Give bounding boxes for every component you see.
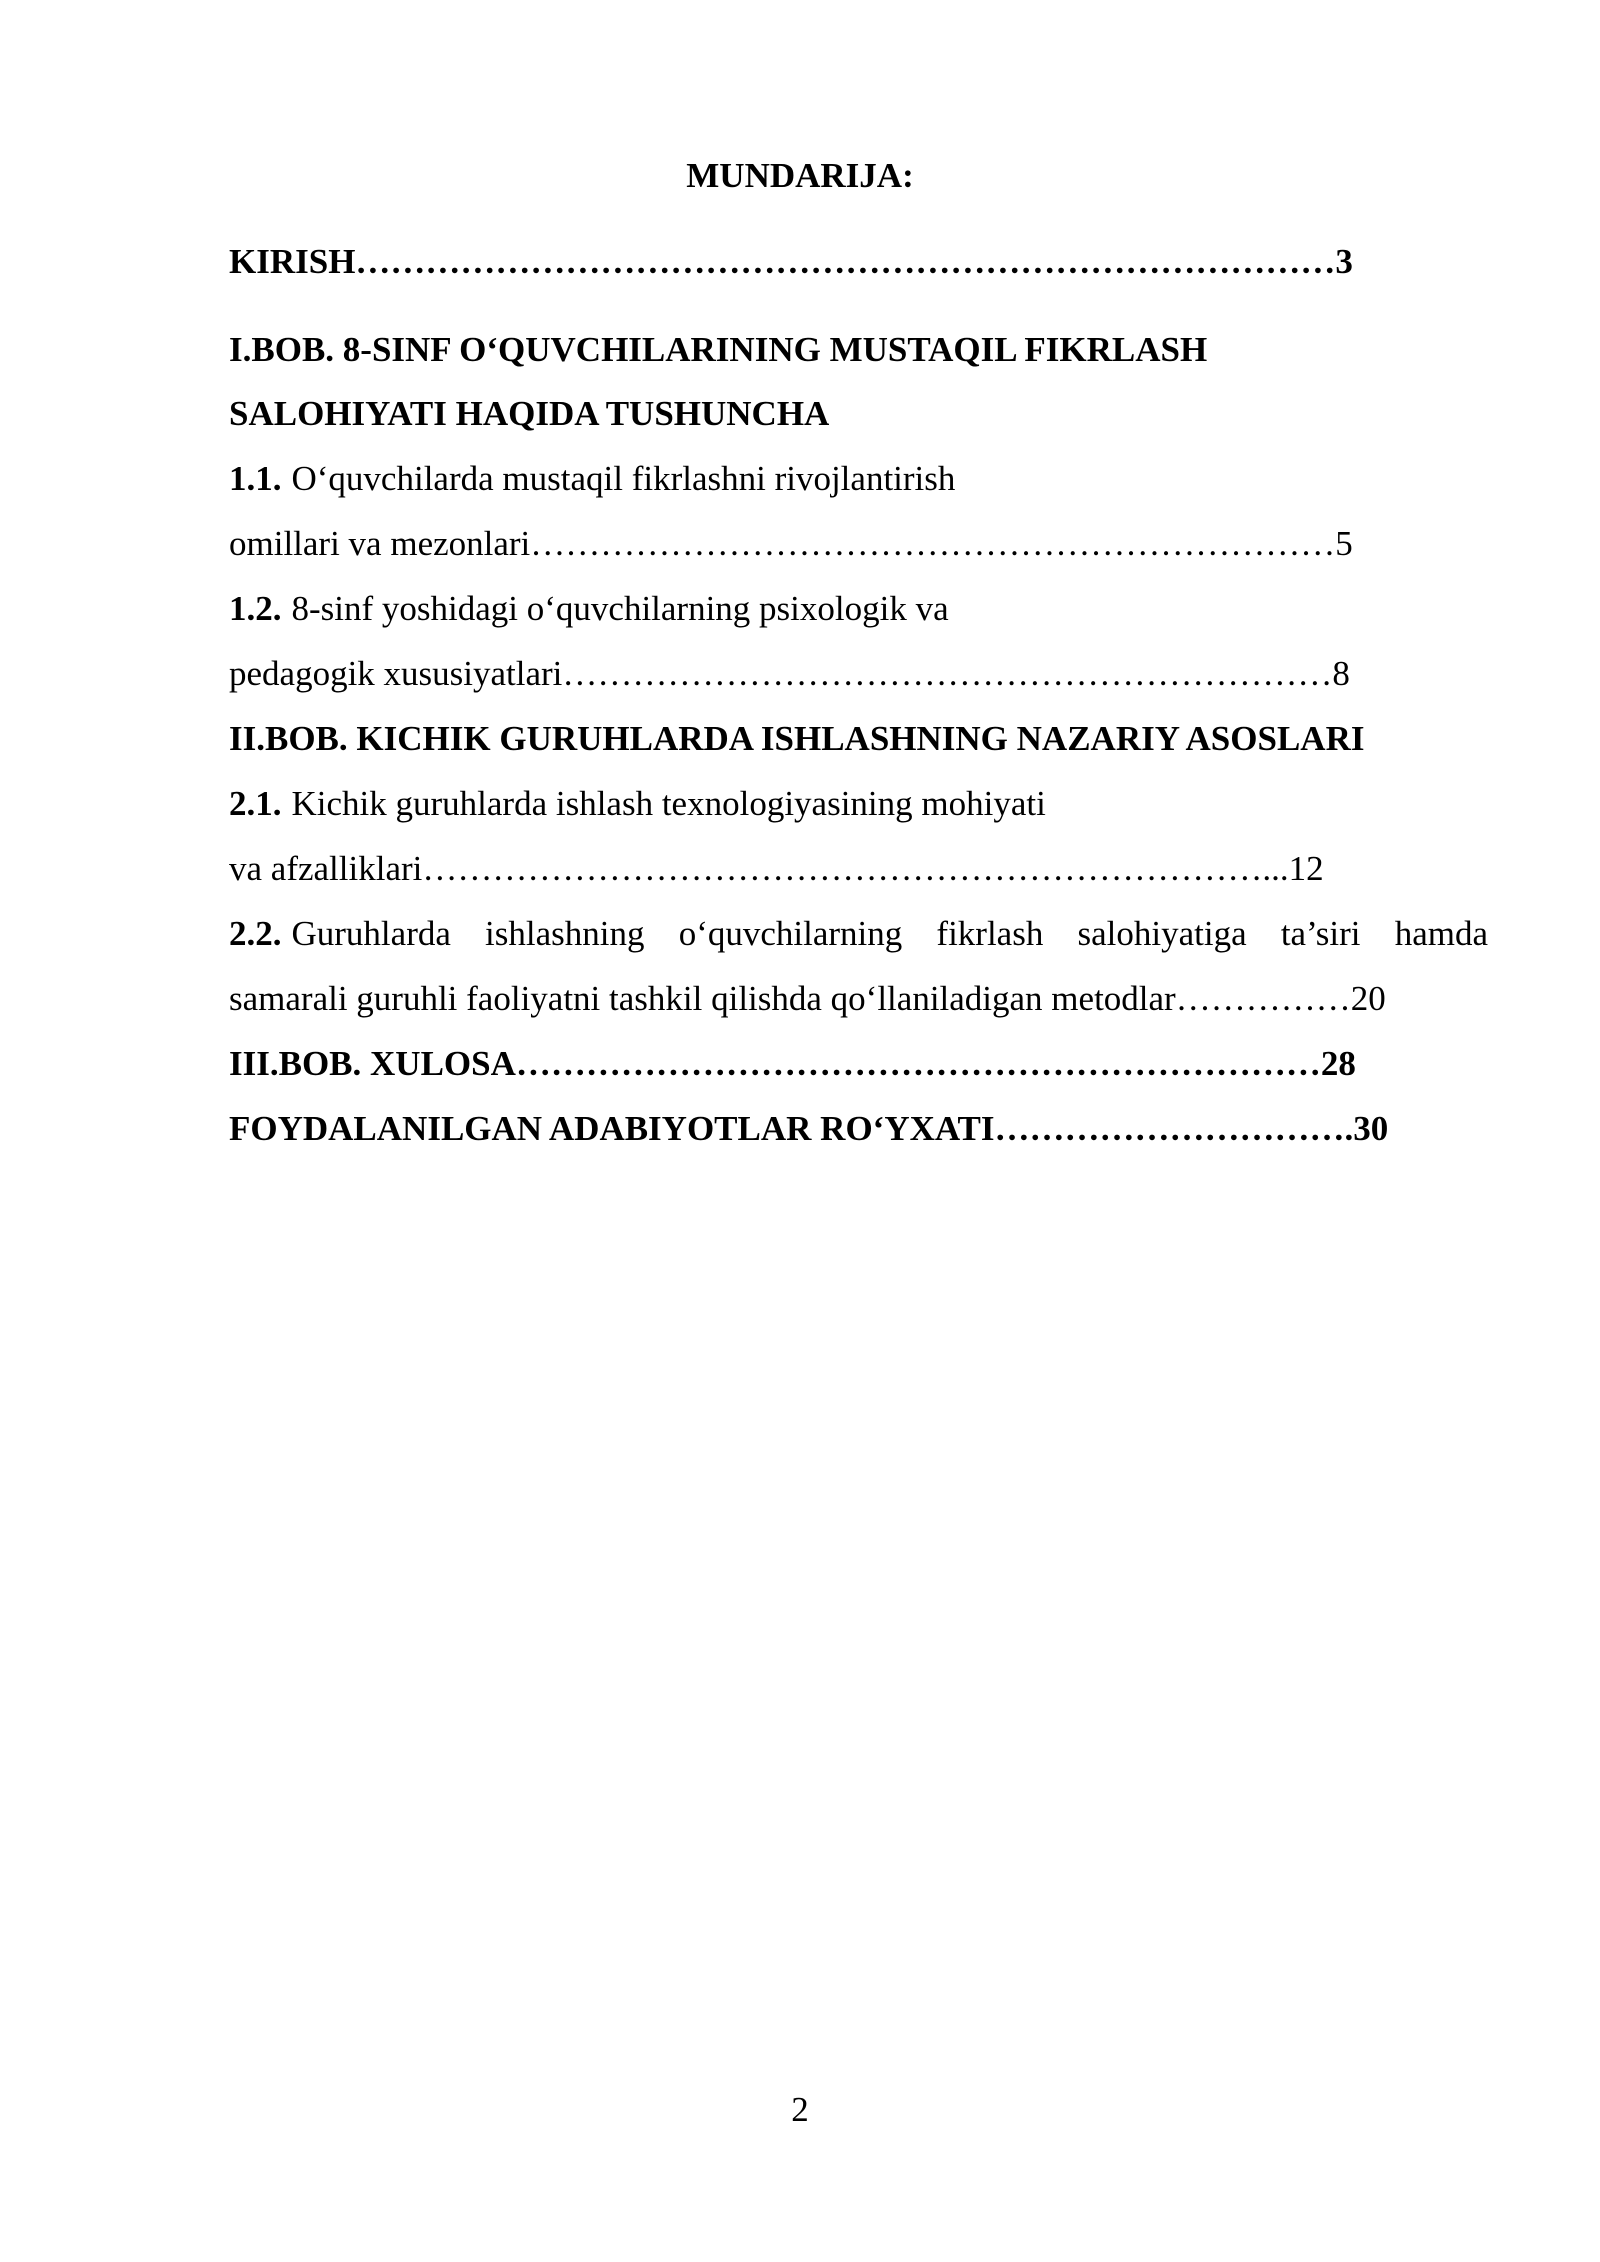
toc-chapter-2-title <box>229 715 1488 763</box>
toc-entry-text: O‘quvchilarda mustaqil fikrlashni rivojlantirish <box>291 459 956 498</box>
toc-entry-text: omillari va mezonlari……………………………………………………………5 <box>229 524 1353 563</box>
toc-entry-text: Guruhlarda ishlashning o‘quvchilarning fikrlash salohiyatiga ta’siri hamda <box>291 914 1488 953</box>
toc-entry-text: va afzalliklari………………………………………………………………...12 <box>229 849 1324 888</box>
toc-entry-text: Kichik guruhlarda ishlash texnologiyasining mohiyati <box>291 784 1046 823</box>
toc-entry-text: III.BOB. XULOSA……………………………………………………………28 <box>229 1044 1356 1083</box>
toc-entry-text: 8-sinf yoshidagi o‘quvchilarning psixologik va <box>291 589 949 628</box>
toc-section-number: 1.2. <box>229 589 282 628</box>
toc-section-number: 1.1. <box>229 459 282 498</box>
toc-entry-text: FOYDALANILGAN ADABIYOTLAR RO‘YXATI………………………….30 <box>229 1109 1389 1148</box>
toc-bibliography <box>229 1105 1488 1153</box>
toc-chapter-1-title-line2 <box>229 390 1488 438</box>
toc-section-2-2-line2 <box>229 975 1488 1023</box>
toc-chapter-3-title <box>229 1040 1488 1088</box>
toc-section-number: 2.1. <box>229 784 282 823</box>
toc-entry-text: KIRISH…………………………………………………………………………3 <box>229 242 1353 281</box>
page-number: 2 <box>791 2090 809 2129</box>
toc-entry-text: samarali guruhli faoliyatni tashkil qilishda qo‘llaniladigan metodlar……………20 <box>229 979 1386 1018</box>
toc-section-2-2-line1 <box>229 910 1488 958</box>
toc-section-number: 2.2. <box>229 914 282 953</box>
toc-entry-text: I.BOB. 8-SINF O‘QUVCHILARINING MUSTAQIL FIKRLASH <box>229 330 1208 369</box>
toc-section-1-2-line1 <box>229 585 1488 633</box>
toc-section-1-2-line2 <box>229 650 1488 698</box>
toc-entry-text: SALOHIYATI HAQIDA TUSHUNCHA <box>229 394 830 433</box>
toc-chapter-1-title-line1 <box>229 326 1488 374</box>
toc-section-1-1-line1 <box>229 455 1488 503</box>
toc-section-1-1-line2 <box>229 520 1488 568</box>
toc-entry-text: pedagogik xususiyatlari…………………………………………………………8 <box>229 654 1350 693</box>
toc-section-2-1-line2 <box>229 845 1488 893</box>
toc-entry-text: II.BOB. KICHIK GURUHLARDA ISHLASHNING NAZARIY ASOSLARI <box>229 719 1365 758</box>
toc-entry-kirish <box>229 238 1488 286</box>
toc-section-2-1-line1 <box>229 780 1488 828</box>
toc-heading: MUNDARIJA: <box>686 156 914 195</box>
